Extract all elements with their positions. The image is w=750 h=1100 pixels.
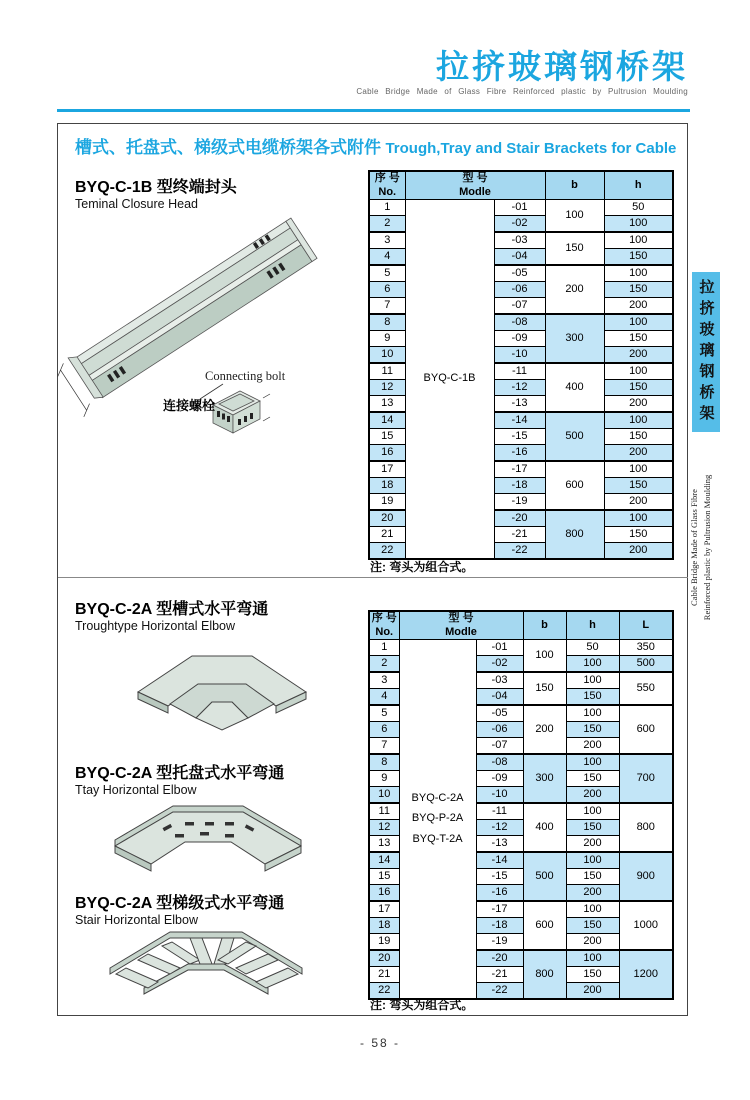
row-no-cell: 4 <box>369 689 399 706</box>
section1-heading-zh: BYQ-C-1B 型终端封头 <box>75 179 237 196</box>
row-no-cell: 18 <box>369 478 405 494</box>
b-cell: 600 <box>523 901 566 950</box>
col-header-h: h <box>604 171 673 200</box>
l-cell: 350 <box>619 640 673 656</box>
model-suffix-cell: -20 <box>476 950 523 967</box>
col-header-b: b <box>545 171 604 200</box>
model-suffix-cell: -13 <box>494 396 545 413</box>
model-suffix-cell: -03 <box>494 232 545 249</box>
h-cell: 150 <box>604 527 673 543</box>
h-cell: 100 <box>604 461 673 478</box>
l-cell: 1200 <box>619 950 673 999</box>
h-cell: 200 <box>566 836 619 853</box>
h-cell: 50 <box>566 640 619 656</box>
page-title-en: Trough,Tray and Stair Brackets for Cable <box>385 140 677 157</box>
b-cell: 800 <box>523 950 566 999</box>
l-cell: 500 <box>619 656 673 673</box>
side-tab-subtext-line2: Reinforced plastic by Pultrusion Moulding <box>701 474 712 621</box>
b-cell: 100 <box>523 640 566 673</box>
spec-table-byq-2a <box>368 610 674 1000</box>
b-cell: 400 <box>523 803 566 852</box>
row-no-cell: 17 <box>369 461 405 478</box>
h-cell: 100 <box>566 901 619 918</box>
row-no-cell: 13 <box>369 836 399 853</box>
row-no-cell: 12 <box>369 380 405 396</box>
h-cell: 200 <box>604 445 673 462</box>
h-cell: 150 <box>604 380 673 396</box>
section2-heading-en: Troughtype Horizontal Elbow <box>75 619 236 633</box>
h-cell: 100 <box>566 852 619 869</box>
table1-body <box>369 200 673 560</box>
h-cell: 200 <box>604 347 673 364</box>
row-no-cell: 9 <box>369 331 405 347</box>
h-cell: 150 <box>604 429 673 445</box>
model-suffix-cell: -17 <box>476 901 523 918</box>
model-suffix-cell: -05 <box>494 265 545 282</box>
row-no-cell: 10 <box>369 787 399 804</box>
h-cell: 100 <box>566 656 619 673</box>
col-header-model: 型 号 Modle <box>399 611 523 640</box>
brand-header <box>240 50 688 96</box>
h-cell: 150 <box>566 820 619 836</box>
b-cell: 150 <box>545 232 604 265</box>
row-no-cell: 2 <box>369 656 399 673</box>
model-suffix-cell: -02 <box>476 656 523 673</box>
h-cell: 100 <box>566 672 619 689</box>
b-cell: 300 <box>545 314 604 363</box>
row-no-cell: 21 <box>369 527 405 543</box>
model-suffix-cell: -15 <box>476 869 523 885</box>
row-no-cell: 6 <box>369 722 399 738</box>
model-suffix-cell: -22 <box>494 543 545 560</box>
h-cell: 100 <box>604 412 673 429</box>
model-suffix-cell: -13 <box>476 836 523 853</box>
model-suffix-cell: -22 <box>476 983 523 1000</box>
tray-elbow-diagram <box>105 798 315 888</box>
model-suffix-cell: -19 <box>476 934 523 951</box>
row-no-cell: 17 <box>369 901 399 918</box>
row-no-cell: 8 <box>369 754 399 771</box>
model-suffix-cell: -04 <box>476 689 523 706</box>
row-no-cell: 1 <box>369 200 405 216</box>
section4-heading-zh: BYQ-C-2A 型梯级式水平弯通 <box>75 895 285 912</box>
row-no-cell: 19 <box>369 494 405 511</box>
col-header-h: h <box>566 611 619 640</box>
h-cell: 150 <box>604 249 673 266</box>
page-number: - 58 - <box>359 1036 400 1050</box>
side-tab-subtext-line1: Cable Bridge Made of Glass Fibre <box>689 489 699 606</box>
h-cell: 100 <box>566 754 619 771</box>
h-cell: 150 <box>566 967 619 983</box>
b-cell: 500 <box>523 852 566 901</box>
b-cell: 100 <box>545 200 604 233</box>
h-cell: 200 <box>566 934 619 951</box>
h-cell: 100 <box>604 510 673 527</box>
h-cell: 200 <box>566 787 619 804</box>
model-suffix-cell: -05 <box>476 705 523 722</box>
row-no-cell: 5 <box>369 265 405 282</box>
h-cell: 200 <box>604 543 673 560</box>
row-no-cell: 1 <box>369 640 399 656</box>
h-cell: 100 <box>566 950 619 967</box>
model-suffix-cell: -21 <box>494 527 545 543</box>
h-cell: 150 <box>566 918 619 934</box>
b-cell: 800 <box>545 510 604 559</box>
spec-table-byq-c-1b <box>368 170 674 560</box>
l-cell: 550 <box>619 672 673 705</box>
row-no-cell: 4 <box>369 249 405 266</box>
h-cell: 150 <box>566 771 619 787</box>
l-cell: 700 <box>619 754 673 803</box>
h-cell: 200 <box>604 298 673 315</box>
table1-note: 注: 弯头为组合式。 <box>370 560 474 574</box>
model-suffix-cell: -01 <box>476 640 523 656</box>
row-no-cell: 3 <box>369 232 405 249</box>
model-suffix-cell: -16 <box>494 445 545 462</box>
leader-line <box>200 384 223 399</box>
col-header-no: 序 号 No. <box>369 611 399 640</box>
model-suffix-cell: -19 <box>494 494 545 511</box>
b-cell: 400 <box>545 363 604 412</box>
model-suffix-cell: -08 <box>494 314 545 331</box>
row-no-cell: 14 <box>369 852 399 869</box>
model-suffix-cell: -17 <box>494 461 545 478</box>
model-suffix-cell: -07 <box>494 298 545 315</box>
model-suffix-cell: -04 <box>494 249 545 266</box>
h-cell: 150 <box>566 722 619 738</box>
row-no-cell: 14 <box>369 412 405 429</box>
row-no-cell: 8 <box>369 314 405 331</box>
brand-subtitle: Cable Bridge Made of Glass Fibre Reinforced plastic by Pultrusion Moulding <box>356 87 688 96</box>
model-suffix-cell: -14 <box>476 852 523 869</box>
row-no-cell: 6 <box>369 282 405 298</box>
model-cell: BYQ-C-1B <box>405 200 494 560</box>
brand-title: 拉挤玻璃钢桥架 <box>436 48 688 85</box>
model-suffix-cell: -09 <box>476 771 523 787</box>
row-no-cell: 20 <box>369 950 399 967</box>
section4-heading-en: Stair Horizontal Elbow <box>75 913 198 927</box>
side-tab-subtext <box>688 445 722 650</box>
row-no-cell: 16 <box>369 445 405 462</box>
row-no-cell: 18 <box>369 918 399 934</box>
section3-heading-zh: BYQ-C-2A 型托盘式水平弯通 <box>75 765 285 782</box>
model-suffix-cell: -08 <box>476 754 523 771</box>
h-cell: 100 <box>604 314 673 331</box>
model-suffix-cell: -10 <box>476 787 523 804</box>
model-suffix-cell: -10 <box>494 347 545 364</box>
row-no-cell: 15 <box>369 869 399 885</box>
b-cell: 300 <box>523 754 566 803</box>
row-no-cell: 7 <box>369 298 405 315</box>
col-header-model: 型 号 Modle <box>405 171 545 200</box>
col-header-b: b <box>523 611 566 640</box>
row-no-cell: 13 <box>369 396 405 413</box>
row-no-cell: 12 <box>369 820 399 836</box>
model-suffix-cell: -15 <box>494 429 545 445</box>
row-no-cell: 19 <box>369 934 399 951</box>
trough-elbow-diagram <box>130 642 320 747</box>
model-suffix-cell: -06 <box>494 282 545 298</box>
row-no-cell: 11 <box>369 803 399 820</box>
model-suffix-cell: -03 <box>476 672 523 689</box>
section-divider <box>58 577 688 578</box>
h-cell: 150 <box>566 869 619 885</box>
model-suffix-cell: -09 <box>494 331 545 347</box>
row-no-cell: 15 <box>369 429 405 445</box>
connecting-bolt-label-zh: 连接螺栓 <box>163 398 216 413</box>
row-no-cell: 9 <box>369 771 399 787</box>
h-cell: 200 <box>604 494 673 511</box>
l-cell: 900 <box>619 852 673 901</box>
connecting-bolt-label: Connecting bolt <box>205 369 286 383</box>
b-cell: 150 <box>523 672 566 705</box>
page-title-zh: 槽式、托盘式、梯级式电缆桥架各式附件 <box>75 138 381 157</box>
h-cell: 200 <box>566 738 619 755</box>
row-no-cell: 20 <box>369 510 405 527</box>
b-cell: 500 <box>545 412 604 461</box>
model-suffix-cell: -18 <box>494 478 545 494</box>
model-suffix-cell: -02 <box>494 216 545 233</box>
stair-elbow-diagram <box>100 924 315 1014</box>
row-no-cell: 10 <box>369 347 405 364</box>
h-cell: 100 <box>604 265 673 282</box>
model-suffix-cell: -20 <box>494 510 545 527</box>
model-suffix-cell: -01 <box>494 200 545 216</box>
section3-heading-en: Ttay Horizontal Elbow <box>75 783 197 797</box>
row-no-cell: 3 <box>369 672 399 689</box>
brand-rule <box>57 109 690 112</box>
h-cell: 150 <box>604 282 673 298</box>
h-cell: 100 <box>566 803 619 820</box>
l-cell: 800 <box>619 803 673 852</box>
h-cell: 200 <box>566 983 619 1000</box>
model-suffix-cell: -21 <box>476 967 523 983</box>
row-no-cell: 5 <box>369 705 399 722</box>
terminal-closure-diagram <box>68 243 368 453</box>
side-tab-text: 拉挤玻璃钢桥架 <box>697 278 714 426</box>
h-cell: 100 <box>604 232 673 249</box>
b-cell: 600 <box>545 461 604 510</box>
l-cell: 1000 <box>619 901 673 950</box>
row-no-cell: 11 <box>369 363 405 380</box>
model-suffix-cell: -11 <box>494 363 545 380</box>
h-cell: 200 <box>566 885 619 902</box>
h-cell: 100 <box>604 216 673 233</box>
h-cell: 150 <box>566 689 619 706</box>
h-cell: 200 <box>604 396 673 413</box>
model-suffix-cell: -11 <box>476 803 523 820</box>
row-no-cell: 22 <box>369 543 405 560</box>
l-cell: 600 <box>619 705 673 754</box>
section1-heading-en: Teminal Closure Head <box>75 197 198 211</box>
model-suffix-cell: -12 <box>476 820 523 836</box>
model-suffix-cell: -16 <box>476 885 523 902</box>
h-cell: 100 <box>566 705 619 722</box>
model-suffix-cell: -12 <box>494 380 545 396</box>
page-title <box>75 133 676 158</box>
row-no-cell: 16 <box>369 885 399 902</box>
side-tab <box>692 272 720 432</box>
model-suffix-cell: -18 <box>476 918 523 934</box>
b-cell: 200 <box>523 705 566 754</box>
table2-body <box>369 640 673 1000</box>
h-cell: 50 <box>604 200 673 216</box>
col-header-no: 序 号 No. <box>369 171 405 200</box>
model-cell: BYQ-C-2A BYQ-P-2A BYQ-T-2A <box>399 640 476 1000</box>
row-no-cell: 7 <box>369 738 399 755</box>
h-cell: 100 <box>604 363 673 380</box>
table2-note: 注: 弯头为组合式。 <box>370 998 474 1012</box>
b-cell: 200 <box>545 265 604 314</box>
model-suffix-cell: -07 <box>476 738 523 755</box>
model-suffix-cell: -14 <box>494 412 545 429</box>
h-cell: 150 <box>604 331 673 347</box>
row-no-cell: 21 <box>369 967 399 983</box>
row-no-cell: 22 <box>369 983 399 1000</box>
row-no-cell: 2 <box>369 216 405 233</box>
h-cell: 150 <box>604 478 673 494</box>
section2-heading-zh: BYQ-C-2A 型槽式水平弯通 <box>75 601 269 618</box>
model-suffix-cell: -06 <box>476 722 523 738</box>
col-header-l: L <box>619 611 673 640</box>
